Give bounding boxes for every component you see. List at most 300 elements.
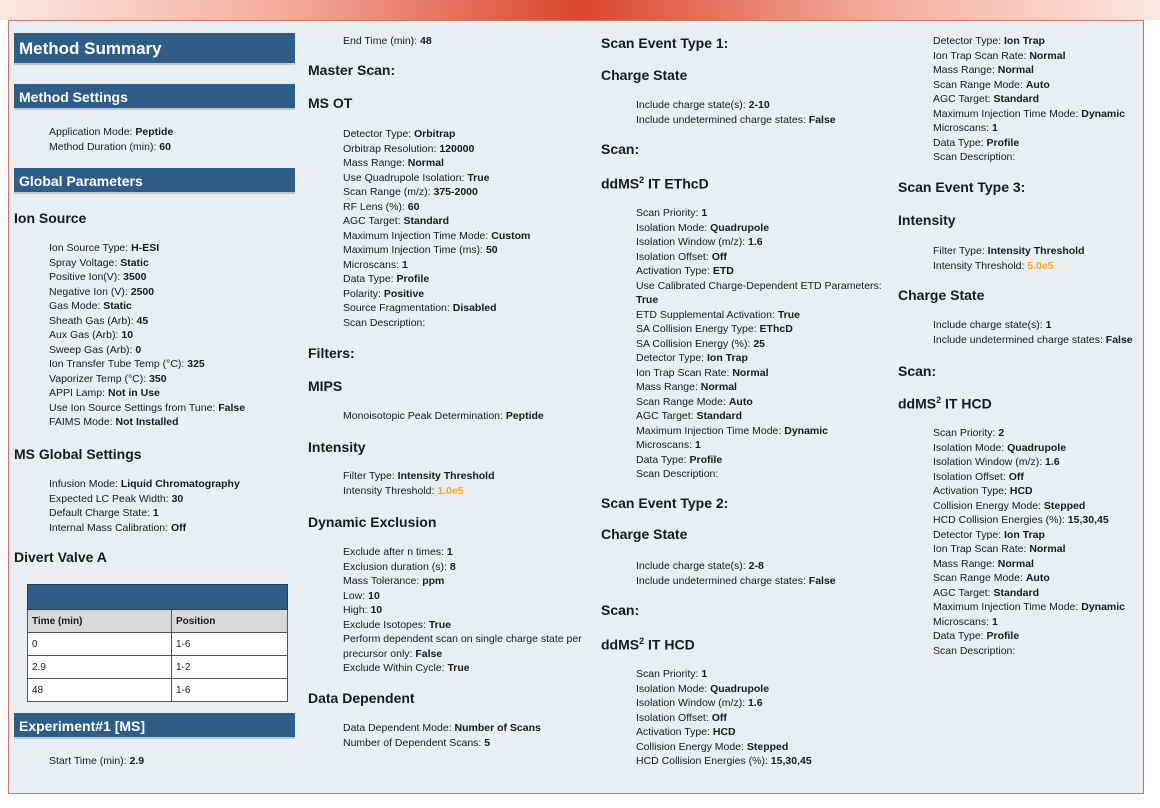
item-label: Ion Trap Scan Rate: (933, 543, 1027, 555)
list-item (636, 322, 882, 337)
list-item (636, 453, 882, 468)
list-item (343, 574, 582, 589)
item-label: Intensity Threshold: (343, 484, 435, 497)
list-item (636, 667, 812, 682)
item-value: Dynamic (1081, 107, 1126, 120)
item-value: Stepped (1043, 499, 1086, 512)
item-value: 1.6 (1045, 456, 1060, 468)
item-label: Activation Type: (933, 485, 1007, 497)
item-value: 325 (187, 358, 205, 370)
list-item (49, 125, 173, 140)
list-item (343, 618, 582, 633)
page-title: Method Summary (14, 33, 295, 65)
item-value: True (428, 618, 451, 631)
ms-ot-heading: MS OT (308, 95, 353, 111)
item-value: True (777, 308, 801, 321)
item-label: Maximum Injection Time Mode: (933, 107, 1079, 120)
ddms-hcd-list (933, 426, 1125, 658)
item-label: Scan Description: (636, 468, 719, 480)
item-label: Collision Energy Mode: (636, 740, 744, 753)
filters-heading: Filters: (308, 345, 355, 361)
item-value: HCD (712, 726, 736, 738)
list-item (933, 586, 1125, 601)
list-item (343, 142, 530, 157)
item-label: Vaporizer Temp (°C): (49, 372, 147, 385)
list-item (343, 603, 582, 618)
list-item (343, 258, 530, 273)
table-row: 2.9 1-2 (28, 656, 288, 679)
list-item (933, 600, 1125, 615)
list-item (933, 470, 1125, 485)
item-value: Normal (997, 557, 1034, 570)
charge-state-heading: Charge State (601, 67, 688, 83)
list-item (343, 301, 530, 316)
list-item (636, 409, 882, 424)
item-label: Scan Description: (933, 644, 1016, 657)
item-label: Source Fragmentation: (343, 302, 450, 314)
list-item (933, 107, 1125, 122)
item-label: AGC Target: (343, 215, 401, 227)
charge-state-list (636, 98, 836, 127)
item-label: Isolation Window (m/z): (933, 456, 1043, 468)
item-value: ppm (422, 575, 445, 587)
item-label: Ion Transfer Tube Temp (°C): (49, 358, 185, 370)
list-item (343, 287, 530, 302)
item-label: Scan Priority: (636, 668, 699, 680)
ion-source-list (49, 241, 245, 430)
list-item (636, 206, 882, 221)
item-label: Data Type: (343, 273, 394, 285)
item-label: Include charge state(s): (636, 560, 746, 572)
item-label: Include charge state(s): (933, 319, 1043, 331)
item-value: Off (711, 250, 727, 263)
item-value: 2-8 (748, 560, 764, 572)
list-item (49, 328, 245, 343)
item-label: Scan Priority: (636, 207, 699, 219)
list-item (636, 438, 882, 453)
list-item (933, 571, 1125, 586)
list-item (636, 221, 882, 236)
list-item (636, 740, 812, 755)
list-item (636, 467, 882, 482)
item-label: Orbitrap Resolution: (343, 142, 437, 155)
item-value: Static (120, 256, 149, 269)
item-label: Scan Priority: (933, 427, 996, 439)
item-label: Expected LC Peak Width: (49, 492, 169, 505)
item-value: Auto (728, 395, 753, 408)
item-value: 45 (136, 314, 149, 327)
item-label: Detector Type: (636, 352, 705, 364)
scan-event-1-heading: Scan Event Type 1: (601, 35, 729, 51)
list-item (636, 98, 836, 113)
item-label: Activation Type: (636, 265, 710, 277)
list-item (933, 557, 1125, 572)
method-settings-header: Method Settings (14, 84, 295, 110)
item-label: Scan Description: (933, 151, 1016, 163)
item-value: 1.0e5 (437, 484, 464, 497)
item-label: AGC Target: (933, 93, 991, 105)
item-label: Default Charge State: (49, 507, 150, 519)
item-label: Infusion Mode: (49, 478, 118, 490)
item-value: Normal (997, 64, 1034, 76)
table-header-position: Position (171, 610, 287, 633)
item-value: 15,30,45 (1067, 514, 1109, 526)
item-value: Standard (696, 410, 743, 422)
list-item (343, 272, 530, 287)
item-label: Sheath Gas (Arb): (49, 314, 134, 327)
list-item (933, 499, 1125, 514)
list-item (49, 343, 245, 358)
ddms-ethcd-heading: ddMS$^2$ IT EThcD (601, 175, 709, 192)
item-label: Scan Range Mode: (933, 78, 1023, 91)
item-value: 1 (991, 615, 998, 628)
item-label: Low: (343, 589, 366, 602)
table-header-time: Time (min) (28, 610, 172, 633)
item-label: Exclusion duration (s): (343, 560, 447, 573)
intensity-list (343, 469, 495, 498)
item-label: Microscans: (933, 615, 990, 628)
item-label: Detector Type: (933, 35, 1002, 47)
item-value: Off (1008, 470, 1024, 483)
item-label: Data Type: (933, 630, 984, 642)
list-item (636, 574, 836, 589)
item-value: Normal (407, 157, 444, 169)
item-value: Standard (993, 93, 1040, 105)
list-item (933, 259, 1085, 274)
item-value: Orbitrap (414, 128, 456, 140)
item-label: Mass Tolerance: (343, 575, 420, 587)
list-item (343, 200, 530, 215)
ms-ot-list (343, 127, 530, 330)
item-value: Quadrupole (710, 682, 770, 695)
item-label: Use Ion Source Settings from Tune: (49, 401, 216, 414)
list-item (49, 140, 173, 155)
item-value: 1 (1045, 319, 1052, 331)
list-item (933, 63, 1125, 78)
item-value: Normal (700, 381, 737, 393)
item-label: High: (343, 604, 368, 616)
item-label: Application Mode: (49, 126, 133, 138)
item-value: True (467, 171, 490, 184)
item-value: 60 (159, 140, 171, 153)
item-label: Maximum Injection Time Mode: (636, 424, 782, 437)
list-item (343, 736, 541, 751)
item-label: Filter Type: (933, 245, 985, 257)
item-label: ETD Supplemental Activation: (636, 308, 775, 321)
item-value: 8 (449, 560, 456, 573)
item-label: Scan Description: (343, 316, 426, 329)
list-item (49, 285, 245, 300)
list-item (933, 528, 1125, 543)
item-label: HCD Collision Energies (%): (933, 514, 1065, 526)
item-value: 0 (135, 343, 142, 356)
item-value: 350 (149, 372, 167, 385)
list-item (636, 264, 882, 279)
data-dependent-list (343, 721, 541, 750)
divert-valve-table (27, 584, 288, 702)
item-value: Off (170, 521, 187, 534)
list-item (636, 696, 812, 711)
item-label: Filter Type: (343, 470, 395, 482)
scan-event-2-heading: Scan Event Type 2: (601, 495, 729, 511)
list-item (343, 409, 544, 424)
charge-state-heading: Charge State (898, 287, 985, 303)
mips-list (343, 409, 544, 424)
intensity-list (933, 244, 1085, 273)
item-label: Data Dependent Mode: (343, 722, 452, 734)
list-item (636, 682, 812, 697)
list-item (636, 366, 882, 381)
item-value: Profile (986, 136, 1020, 149)
item-label: Intensity Threshold: (933, 259, 1025, 272)
item-value: False (1105, 333, 1133, 346)
item-label: Detector Type: (343, 128, 412, 140)
list-item (343, 560, 582, 575)
item-value: Ion Trap (1004, 528, 1045, 541)
item-value: False (218, 401, 246, 414)
list-item (636, 235, 882, 250)
list-item (933, 542, 1125, 557)
item-label: Collision Energy Mode: (933, 499, 1041, 512)
item-label: Sweep Gas (Arb): (49, 343, 133, 356)
item-value: 10 (370, 604, 383, 616)
item-value: 1 (152, 507, 159, 519)
item-value: H-ESI (131, 242, 160, 254)
list-item (49, 401, 245, 416)
list-item (49, 506, 240, 521)
item-label: SA Collision Energy (%): (636, 337, 751, 350)
item-value: Liquid Chromatography (120, 478, 240, 490)
list-item (49, 386, 245, 401)
list-item (636, 351, 882, 366)
list-item (933, 34, 1125, 49)
item-label: Ion Trap Scan Rate: (636, 366, 730, 379)
item-label: Maximum Injection Time Mode: (933, 601, 1079, 613)
item-label: Mass Range: (933, 557, 995, 570)
item-label: AGC Target: (933, 586, 991, 599)
table-row: 48 1-6 (28, 679, 288, 702)
item-label: Isolation Window (m/z): (636, 697, 746, 709)
item-label: Microscans: (636, 439, 693, 451)
list-item (636, 250, 882, 265)
item-value: 60 (407, 200, 420, 213)
item-value: Number of Scans (454, 722, 541, 734)
item-value: 5 (484, 736, 491, 749)
item-value: 3500 (123, 271, 147, 283)
scan-heading: Scan: (601, 602, 640, 618)
item-value: Standard (993, 586, 1040, 599)
item-label: AGC Target: (636, 410, 694, 422)
item-label: Microscans: (933, 122, 990, 134)
ion-source-heading: Ion Source (14, 210, 87, 226)
list-item (343, 589, 582, 604)
item-label: Use Quadrupole Isolation: (343, 171, 465, 184)
item-label: Include undetermined charge states: (636, 574, 806, 587)
item-value: 25 (753, 337, 765, 350)
item-value: Intensity Threshold (397, 470, 495, 482)
item-label: Isolation Mode: (636, 682, 708, 695)
table-caption-bar (28, 585, 288, 610)
item-value: Positive (383, 287, 425, 300)
item-label: Data Type: (636, 453, 687, 466)
list-item (933, 78, 1125, 93)
item-value: Disabled (452, 302, 497, 314)
list-item (343, 171, 530, 186)
list-item (933, 318, 1133, 333)
list-item (49, 256, 245, 271)
item-value: Not in Use (107, 387, 160, 399)
item-value: Normal (1029, 543, 1066, 555)
list-item (343, 545, 582, 560)
charge-state-heading: Charge State (601, 526, 688, 542)
list-item (343, 185, 530, 200)
ddms-hcd-list (636, 667, 812, 769)
list-item (49, 270, 245, 285)
item-value: Quadrupole (1007, 441, 1067, 454)
ddms-hcd-heading: ddMS$^2$ IT HCD (601, 636, 695, 653)
item-value: 1 (694, 439, 701, 451)
item-label: Isolation Window (m/z): (636, 236, 746, 248)
divert-valve-heading: Divert Valve A (14, 549, 107, 565)
ddms-hcd-continued-list (933, 34, 1125, 165)
list-item (636, 559, 836, 574)
item-label: Ion Trap Scan Rate: (933, 49, 1027, 62)
item-value: Peptide (505, 410, 544, 422)
item-value: Profile (986, 630, 1020, 642)
item-label: Include undetermined charge states: (636, 113, 806, 126)
item-value: Auto (1025, 78, 1050, 91)
item-label: Isolation Offset: (636, 711, 709, 724)
item-label: Include undetermined charge states: (933, 333, 1103, 346)
item-label: Exclude after n times: (343, 546, 444, 558)
item-value: Dynamic (784, 424, 829, 437)
item-value: 120000 (439, 142, 475, 155)
item-value: ETD (712, 265, 734, 277)
ddms-ethcd-list: Scan Priority: 1 Isolation Mode: Quadrupole Isolation Window (m/z): 1.6 Isolation Offset: Off Activation Type: ETD Use Calibrated Charge-Dependent ETD Parameters: True ETD Supplemental Activation: True SA Collision Energy Type: EThcD SA Collision Energy (%): 25 Detector Type: Ion Trap Ion Trap Scan Rate: Normal Mass Range: Normal Scan Range Mode: Auto AGC Target: Standard Maximum Injection Time Mode: Dynamic Microscans: 1 Data Type: Profile Scan Description: (636, 207, 882, 480)
item-label: Monoisotopic Peak Determination: (343, 410, 503, 422)
item-value: False (808, 113, 836, 126)
list-item (49, 299, 245, 314)
item-label: Data Type: (933, 136, 984, 149)
list-item (343, 127, 530, 142)
list-item (343, 214, 530, 229)
mips-heading: MIPS (308, 378, 343, 394)
list-item (343, 484, 495, 499)
item-label: Maximum Injection Time Mode: (343, 229, 489, 242)
data-dependent-heading: Data Dependent (308, 690, 415, 706)
item-value: Ion Trap (707, 352, 748, 364)
item-label: Method Duration (min): (49, 140, 157, 153)
list-item (343, 469, 495, 484)
item-label: Aux Gas (Arb): (49, 329, 119, 341)
list-item (636, 380, 882, 395)
item-value: 10 (121, 329, 134, 341)
item-value: Profile (396, 273, 430, 285)
item-value: EThcD (759, 323, 793, 335)
item-value: Quadrupole (710, 221, 770, 234)
item-label: Positive Ion(V): (49, 271, 121, 283)
item-value: 1.6 (748, 697, 763, 709)
item-value: HCD (1009, 485, 1033, 497)
list-item (49, 241, 245, 256)
item-label: Mass Range: (343, 157, 405, 169)
dynamic-exclusion-heading: Dynamic Exclusion (308, 514, 437, 530)
item-value: 15,30,45 (770, 755, 812, 767)
list-item (933, 121, 1125, 136)
list-item (49, 521, 240, 536)
item-label: APPI Lamp: (49, 387, 106, 399)
list-item (49, 372, 245, 387)
list-item (343, 156, 530, 171)
dynamic-exclusion-list: Exclude after n times: 1 Exclusion duration (s): 8 Mass Tolerance: ppm Low: 10 High: 10 Exclude Isotopes: True Perform dependent scan on single charge state per precursor only: False Exclude Within Cycle: True (343, 546, 582, 674)
list-item (933, 441, 1125, 456)
ms-global-heading: MS Global Settings (14, 446, 142, 462)
item-label: Mass Range: (933, 64, 995, 76)
list-item (636, 395, 882, 410)
list-item (49, 314, 245, 329)
item-value: Standard (403, 215, 450, 227)
item-value: Peptide (135, 126, 174, 138)
item-label: Isolation Mode: (933, 441, 1005, 454)
item-value: 1 (701, 668, 708, 680)
item-value: Profile (689, 453, 723, 466)
item-value: Dynamic (1081, 601, 1126, 613)
scan-heading: Scan: (898, 363, 937, 379)
list-item (49, 357, 245, 372)
item-value: 2-10 (748, 99, 770, 111)
master-scan-heading: Master Scan: (308, 62, 396, 78)
item-value: Off (711, 711, 727, 724)
item-value: Custom (491, 229, 531, 242)
list-item (933, 136, 1125, 151)
item-value: Static (103, 300, 132, 312)
item-label: Number of Dependent Scans: (343, 736, 482, 749)
scan-event-3-heading: Scan Event Type 3: (898, 179, 1026, 195)
list-item (49, 477, 240, 492)
item-label: Polarity: (343, 287, 381, 300)
item-value: 1 (401, 258, 408, 271)
item-label: Activation Type: (636, 726, 710, 738)
list-item (343, 316, 530, 331)
list-item (933, 244, 1085, 259)
item-label: Microscans: (343, 258, 400, 271)
global-parameters-header: Global Parameters (14, 168, 295, 194)
item-label: Mass Range: (636, 381, 698, 393)
item-label: Isolation Offset: (636, 250, 709, 263)
item-label: Internal Mass Calibration: (49, 521, 169, 534)
list-item (636, 337, 882, 352)
scan-heading: Scan: (601, 141, 640, 157)
list-item (933, 513, 1125, 528)
item-label: Include charge state(s): (636, 99, 746, 111)
list-item (933, 49, 1125, 64)
item-label: Maximum Injection Time (ms): (343, 244, 484, 256)
ms-global-list (49, 477, 240, 535)
top-accent-bar (0, 0, 1160, 20)
list-item (933, 455, 1125, 470)
item-value: 50 (485, 244, 498, 256)
list-item (933, 629, 1125, 644)
item-value: Intensity Threshold (987, 245, 1085, 257)
item-value: 10 (368, 589, 380, 602)
experiment-header: Experiment#1 [MS] (14, 713, 295, 739)
item-label: Detector Type: (933, 528, 1002, 541)
item-value: Stepped (746, 740, 789, 753)
item-value: False (808, 574, 836, 587)
item-value: 1 (446, 546, 453, 558)
list-item (933, 644, 1125, 659)
experiment-end: End Time (min): 48 (343, 35, 432, 47)
